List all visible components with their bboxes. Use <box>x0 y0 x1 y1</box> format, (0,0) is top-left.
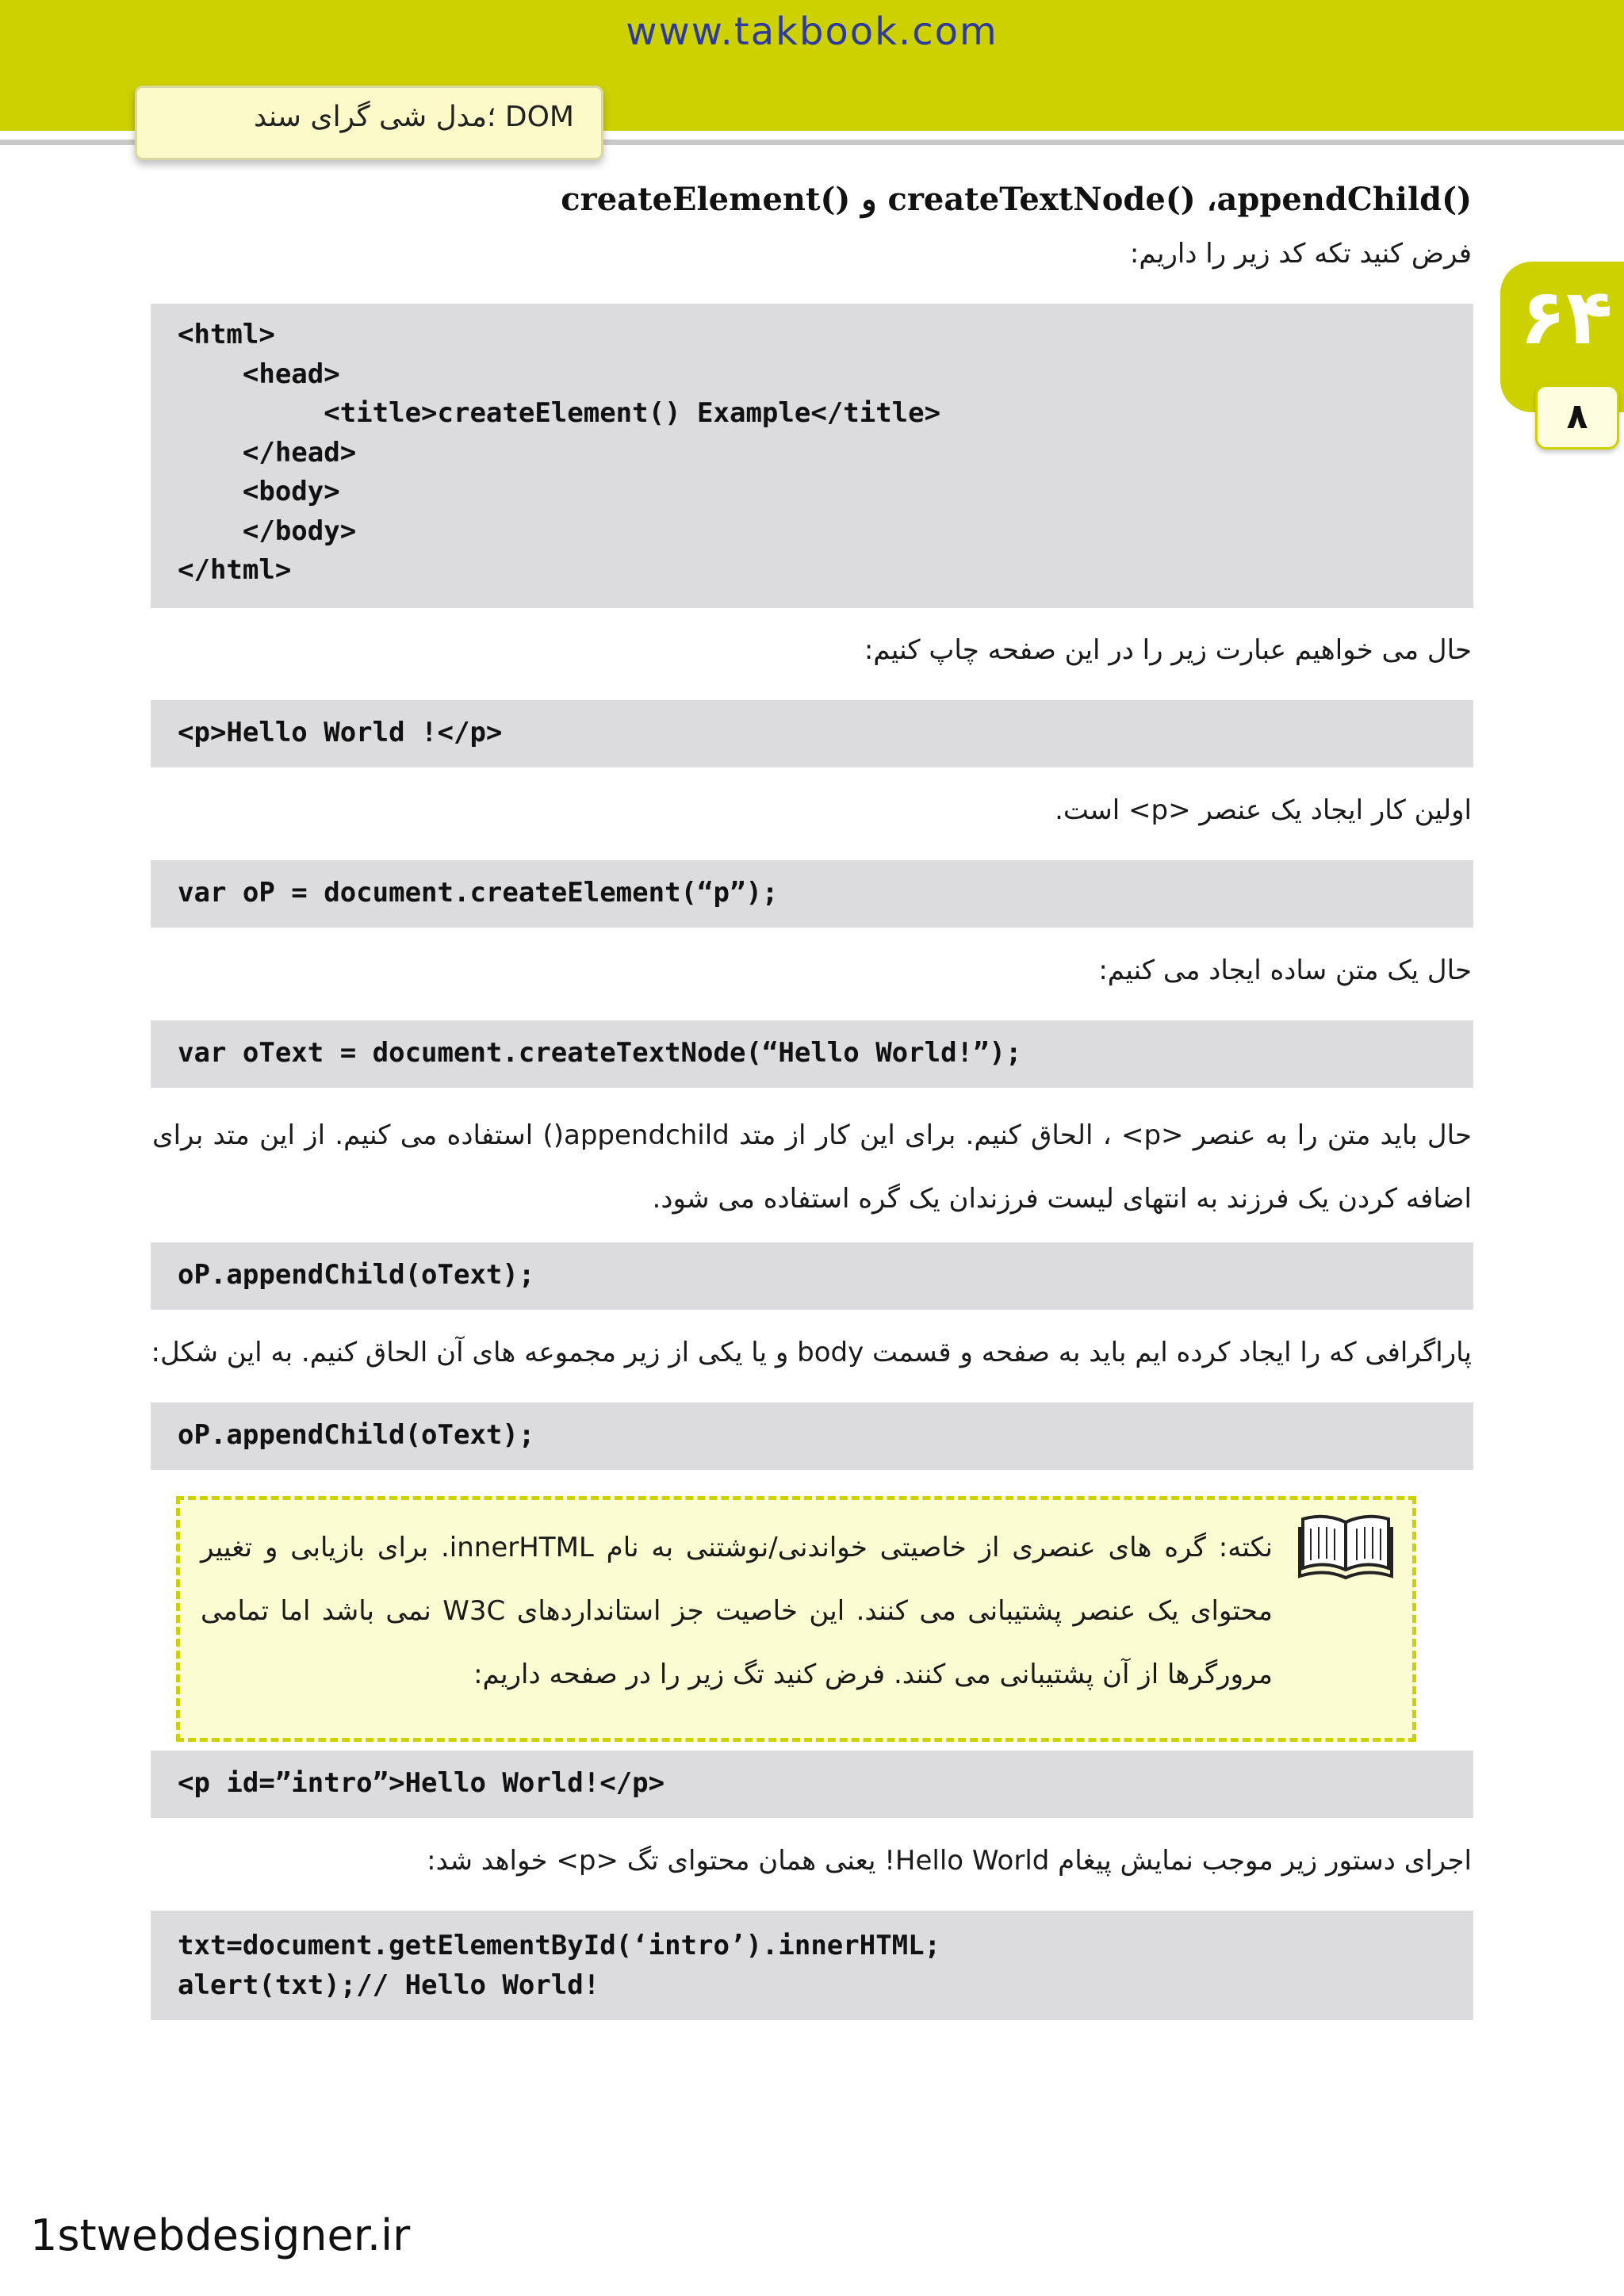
paragraph-intro: فرض کنید تکه کد زیر را داریم: <box>1129 238 1472 270</box>
section-heading: createElement() و createTextNode() ،appendChild() <box>561 181 1472 218</box>
chapter-title: DOM ؛مدل شی گرای سند <box>254 101 574 133</box>
site-url[interactable]: www.takbook.com <box>626 10 998 54</box>
paragraph-append: حال باید متن را به عنصر <p> ، الحاق کنیم. برای این کار از متد appendchild() استفاده می کنیم. از این متد برای اضافه کردن یک فرزند به انتهای لیست فرزندان یک گره استفاده می شود. <box>152 1119 1473 1215</box>
code-block-intro-p <box>151 1751 1473 1818</box>
paragraph-print: حال می خواهیم عبارت زیر را در این صفحه چاپ کنیم: <box>864 634 1472 666</box>
note-text: نکته: گره های عنصری از خاصیتی خواندنی/نوشتنی به نام innerHTML. برای بازیابی و تغییر محتوای یک عنصر پشتیبانی می کنند. این خاصیت جز استانداردهای W3C نمی باشد اما تمامی مرورگرها از آن پشتیبانی می کنند. فرض کنید تگ زیر را در صفحه داریم: <box>201 1532 1273 1690</box>
note-box <box>176 1496 1416 1742</box>
code-block-html <box>151 304 1473 608</box>
code-text: oP.appendChild(oText); <box>178 1419 535 1451</box>
code-text: <p id=”intro”>Hello World!</p> <box>178 1767 665 1799</box>
paragraph-body: پاراگرافی که را ایجاد کرده ایم باید به صفحه و قسمت body و یا یکی از زیر مجموعه های آن الحاق کنیم. به این شکل: <box>151 1337 1472 1368</box>
code-text: <p>Hello World !</p> <box>178 717 503 748</box>
paragraph-create-text: حال یک متن ساده ایجاد می کنیم: <box>1098 955 1472 986</box>
book-icon <box>1298 1511 1393 1582</box>
code-block-create-text-node <box>151 1020 1473 1088</box>
code-block-append-1 <box>151 1242 1473 1310</box>
code-text: var oP = document.createElement(“p”); <box>178 877 779 909</box>
code-block-inner-html <box>151 1911 1473 2020</box>
code-block-hello <box>151 700 1473 767</box>
code-text: <html> <head> <title>createElement() Example</title> </head> <body> </body> </html> <box>178 319 941 586</box>
page-number: ۶۴ <box>1519 273 1613 362</box>
code-text: oP.appendChild(oText); <box>178 1259 535 1291</box>
code-text: var oText = document.createTextNode(“Hello World!”); <box>178 1037 1022 1069</box>
paragraph-create-p: اولین کار ایجاد یک عنصر <p> است. <box>1055 794 1472 826</box>
paragraph-alert: اجرای دستور زیر موجب نمایش پیغام Hello World! یعنی همان محتوای تگ <p> خواهد شد: <box>427 1845 1472 1877</box>
footer-site[interactable]: 1stwebdesigner.ir <box>30 2210 411 2260</box>
code-text: txt=document.getElementById(‘intro’).innerHTML; alert(txt);// Hello World! <box>178 1930 941 2001</box>
chapter-tab <box>135 86 603 160</box>
code-block-create-element <box>151 860 1473 928</box>
code-block-append-2 <box>151 1402 1473 1470</box>
section-number: ۸ <box>1535 385 1619 450</box>
